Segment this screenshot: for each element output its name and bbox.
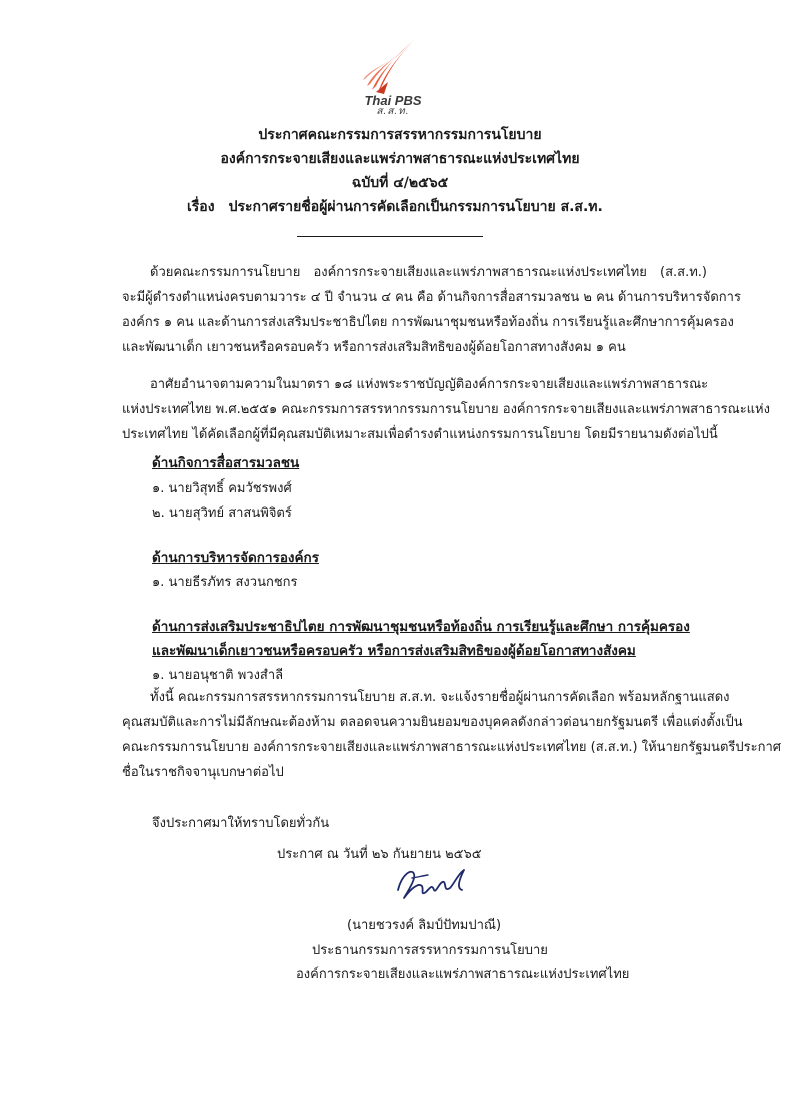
section-heading-democracy: ด้านการส่งเสริมประชาธิปไตย การพัฒนาชุมชนหรือท้องถิ่น การเรียนรู้และศึกษา การคุ้มครอง [152,619,690,635]
logo-brand-text: Thai PBS [364,93,422,108]
subject-line [187,198,603,216]
paragraph-1-line: และพัฒนาเด็ก เยาวชนหรือครอบครัว หรือการส่งเสริมสิทธิของผู้ด้อยโอกาสทางสังคม ๑ คน [122,340,626,355]
signatory-position-2: องค์การกระจายเสียงและแพร่ภาพสาธารณะแห่งประเทศไทย [296,967,630,982]
bird-logo-icon [358,26,428,96]
paragraph-1-line: องค์กร ๑ คน และด้านการส่งเสริมประชาธิปไตย การพัฒนาชุมชนหรือท้องถิ่น การเรียนรู้และศึกษาการคุ้มครอง [122,315,734,330]
paragraph-2 [122,372,770,447]
header-line-2: องค์การกระจายเสียงและแพร่ภาพสาธารณะแห่งประเทศไทย [220,151,580,167]
closing-line: จึงประกาศมาให้ทราบโดยทั่วกัน [152,816,330,831]
paragraph-2-line: แห่งประเทศไทย พ.ศ.๒๕๕๑ คณะกรรมการสรรหากรรมการนโยบาย องค์การกระจายเสียงและแพร่ภาพสาธารณะแห่ง [122,402,770,417]
paragraph-3-line: ชื่อในราชกิจจานุเบกษาต่อไป [122,765,284,780]
list-item: ๑. นายอนุชาติ พวงสำลี [152,668,284,683]
signature-icon [392,860,482,904]
paragraph-3 [122,685,782,785]
paragraph-1-line: จะมีผู้ดำรงตำแหน่งครบตามวาระ ๔ ปี จำนวน ๔ คน คือ ด้านกิจการสื่อสารมวลชน ๒ คน ด้านการบริหารจัดการ [122,290,741,305]
paragraph-3-line: คุณสมบัติและการไม่มีลักษณะต้องห้าม ตลอดจนความยินยอมของบุคคลดังกล่าวต่อนายกรัฐมนตรี เพื่อแต่งตั้งเป็น [122,715,743,730]
subject-label: เรื่อง [187,199,215,215]
header-line-1: ประกาศคณะกรรมการสรรหากรรมการนโยบาย [258,127,542,143]
logo-brand-subtext: ส.ส.ท. [376,106,410,117]
section-heading-management: ด้านการบริหารจัดการองค์กร [152,550,319,566]
thai-pbs-logo [352,26,434,126]
subject-text: ประกาศรายชื่อผู้ผ่านการคัดเลือกเป็นกรรมการนโยบาย ส.ส.ท. [228,199,603,215]
list-item: ๒. นายสุวิทย์ สาสนพิจิตร์ [152,506,292,521]
paragraph-1-line: ด้วยคณะกรรมการนโยบาย องค์การกระจายเสียงและแพร่ภาพสาธารณะแห่งประเทศไทย (ส.ส.ท.) [150,265,707,280]
header-divider [297,236,483,237]
paragraph-2-line: อาศัยอำนาจตามความในมาตรา ๑๘ แห่งพระราชบัญญัติองค์การกระจายเสียงและแพร่ภาพสาธารณะ [150,377,709,392]
section-heading-mass-media: ด้านกิจการสื่อสารมวลชน [152,455,300,471]
issue-number: ฉบับที่ ๔/๒๕๖๕ [351,175,449,191]
section-heading-democracy-cont: และพัฒนาเด็กเยาวชนหรือครอบครัว หรือการส่งเสริมสิทธิของผู้ด้อยโอกาสทางสังคม [152,643,636,659]
list-item: ๑. นายธีรภัทร สงวนกชกร [152,575,298,590]
announcement-date: ประกาศ ณ วันที่ ๒๖ กันยายน ๒๕๖๕ [277,847,482,862]
paragraph-1 [122,260,741,360]
paragraph-2-line: ประเทศไทย ได้คัดเลือกผู้ที่มีคุณสมบัติเหมาะสมเพื่อดำรงตำแหน่งกรรมการนโยบาย โดยมีรายนามดังต่อไปนี้ [122,427,718,442]
list-item: ๑. นายวิสุทธิ์ คมวัชรพงศ์ [152,481,292,496]
paragraph-3-line: ทั้งนี้ คณะกรรมการสรรหากรรมการนโยบาย ส.ส.ท. จะแจ้งรายชื่อผู้ผ่านการคัดเลือก พร้อมหลักฐานแสดง [150,690,730,705]
signatory-position-1: ประธานกรรมการสรรหากรรมการนโยบาย [312,943,548,958]
paragraph-3-line: คณะกรรมการนโยบาย องค์การกระจายเสียงและแพร่ภาพสาธารณะแห่งประเทศไทย (ส.ส.ท.) ให้นายกรัฐมนตรีประกาศ [122,740,782,755]
signatory-name: (นายชวรงค์ ลิมป์ปัทมปาณี) [347,918,502,933]
